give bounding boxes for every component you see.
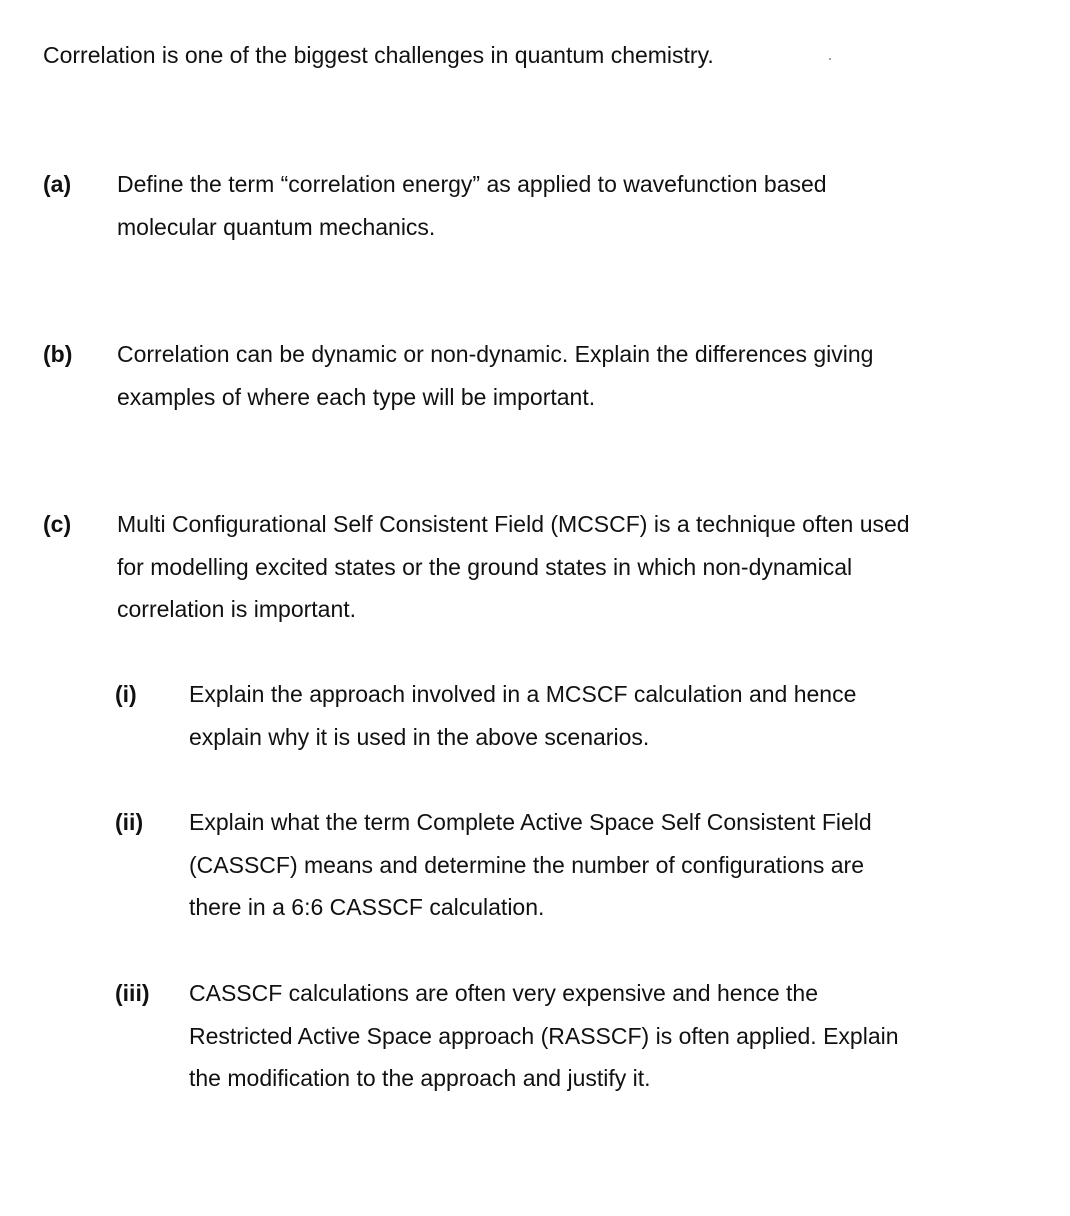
intro-text: Correlation is one of the biggest challenges in quantum chemistry.: [43, 42, 714, 68]
text-line: Restricted Active Space approach (RASSCF) is often applied. Explain: [189, 1022, 899, 1049]
text-line: explain why it is used in the above scenarios.: [189, 723, 650, 750]
text-line: Correlation can be dynamic or non-dynamic. Explain the differences giving: [117, 341, 874, 367]
question-b: [43, 333, 1043, 418]
text-line: correlation is important.: [117, 596, 357, 622]
text-line: Explain what the term Complete Active Space Self Consistent Field: [189, 809, 872, 835]
question-label: (c): [43, 511, 72, 537]
subquestion-label: (ii): [115, 809, 144, 835]
text-line: molecular quantum mechanics.: [117, 213, 436, 240]
question-text: [117, 163, 1017, 248]
question-text: [117, 333, 1017, 418]
subquestion-label: (iii): [115, 980, 150, 1006]
subquestion-text: [189, 801, 989, 929]
text-line: for modelling excited states or the ground states in which non-dynamical: [117, 553, 853, 580]
question-label: (a): [43, 171, 72, 197]
subquestion-c-iii: [115, 972, 1015, 1100]
text-line: (CASSCF) means and determine the number of configurations are: [189, 851, 864, 878]
scan-speck: [829, 58, 831, 60]
text-line: there in a 6:6 CASSCF calculation.: [189, 894, 545, 920]
question-label: (b): [43, 341, 73, 367]
question-c: [43, 503, 1043, 631]
subquestion-text: [189, 972, 989, 1100]
question-a: [43, 163, 1043, 248]
text-line: CASSCF calculations are often very expensive and hence the: [189, 980, 819, 1006]
text-line: examples of where each type will be important.: [117, 383, 596, 410]
text-line: the modification to the approach and justify it.: [189, 1065, 651, 1091]
question-text: [117, 503, 1017, 631]
text-line: Define the term “correlation energy” as applied to wavefunction based: [117, 171, 827, 197]
text-line: Explain the approach involved in a MCSCF calculation and hence: [189, 681, 857, 707]
text-line: Multi Configurational Self Consistent Field (MCSCF) is a technique often used: [117, 511, 910, 537]
subquestion-c-ii: [115, 801, 1015, 929]
subquestion-label: (i): [115, 681, 137, 707]
subquestion-text: [189, 673, 989, 758]
subquestion-c-i: [115, 673, 1015, 758]
